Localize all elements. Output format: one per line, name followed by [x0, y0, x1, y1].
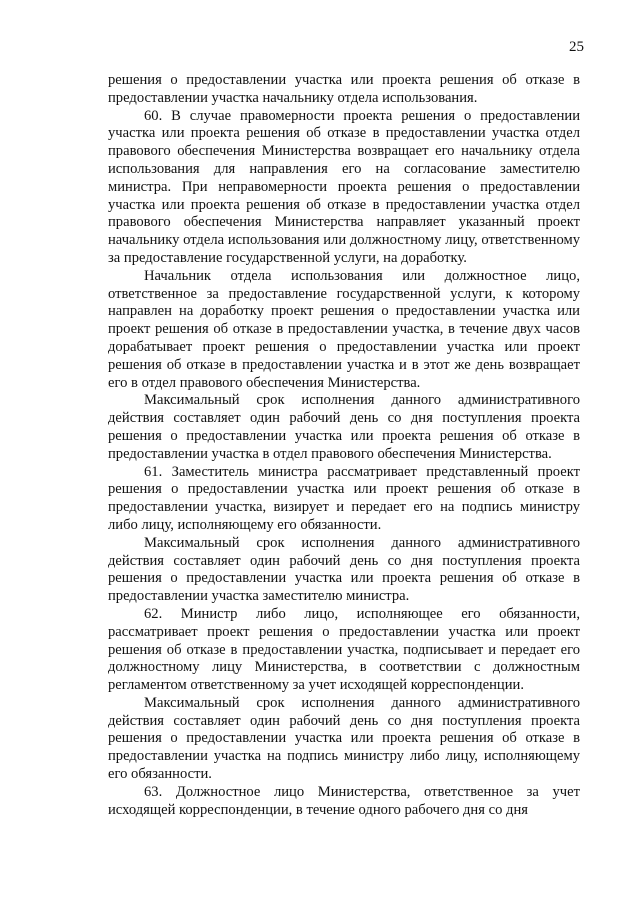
- paragraph-deadline-deputy: Максимальный срок исполнения данного административного действия составляет один рабочий день со дня поступления проекта решения о предоставлении участка или проекта решения об отказе в предоставлении участка заместителю министра.: [108, 534, 580, 605]
- paragraph-item-60: 60. В случае правомерности проекта решения о предоставлении участка или проекта решения об отказе в предоставлении участка отдел правового обеспечения Министерства возвращает его начальнику отдела использования для направления его на согласование заместителю министра. При неправомерности проекта решения о предоставлении участка или проекта решения об отказе в предоставлении участка отдел правового обеспечения Министерства направляет указанный проект начальнику отдела использования или должностному лицу, ответственному за предоставление государственной услуги, на доработку.: [108, 107, 580, 266]
- document-body: [108, 72, 580, 819]
- paragraph-item-62: 62. Министр либо лицо, исполняющее его обязанности, рассматривает проект решения о предоставлении участка или проект решения об отказе в предоставлении участка, подписывает и передает его должностному лицу Министерства, в соответствии с должностным регламентом ответственному за учет исходящей корреспонденции.: [108, 605, 580, 694]
- paragraph-deadline-legal: Максимальный срок исполнения данного административного действия составляет один рабочий день со дня поступления проекта решения о предоставлении участка или проекта решения об отказе в предоставлении участка в отдел правового обеспечения Министерства.: [108, 392, 580, 462]
- paragraph-deadline-minister: Максимальный срок исполнения данного административного действия составляет один рабочий день со дня поступления проекта решения о предоставлении участка или проекта решения об отказе в предоставлении участка на подпись министру либо лицу, исполняющему его обязанности.: [108, 694, 580, 783]
- paragraph-continuation: решения о предоставлении участка или проекта решения об отказе в предоставлении участка начальнику отдела использования.: [108, 72, 580, 106]
- paragraph-item-61: 61. Заместитель министра рассматривает представленный проект решения о предоставлении участка или проект решения об отказе в предоставлении участка, визирует и передает его на подпись министру либо лицу, исполняющему его обязанности.: [108, 463, 580, 533]
- paragraph-item-63: 63. Должностное лицо Министерства, ответственное за учет исходящей корреспонденции, в течение одного рабочего дня со дня: [108, 783, 580, 818]
- page-number: 25: [569, 39, 584, 55]
- paragraph-revision: Начальник отдела использования или должностное лицо, ответственное за предоставление государственной услуги, к которому направлен на доработку проект решения о предоставлении участка или проект решения об отказе в предоставлении участка, в течение двух часов дорабатывает проект решения о предоставлении участка или проект решения об отказе в предоставлении участка и в этот же день возвращает его в отдел правового обеспечения Министерства.: [108, 267, 580, 391]
